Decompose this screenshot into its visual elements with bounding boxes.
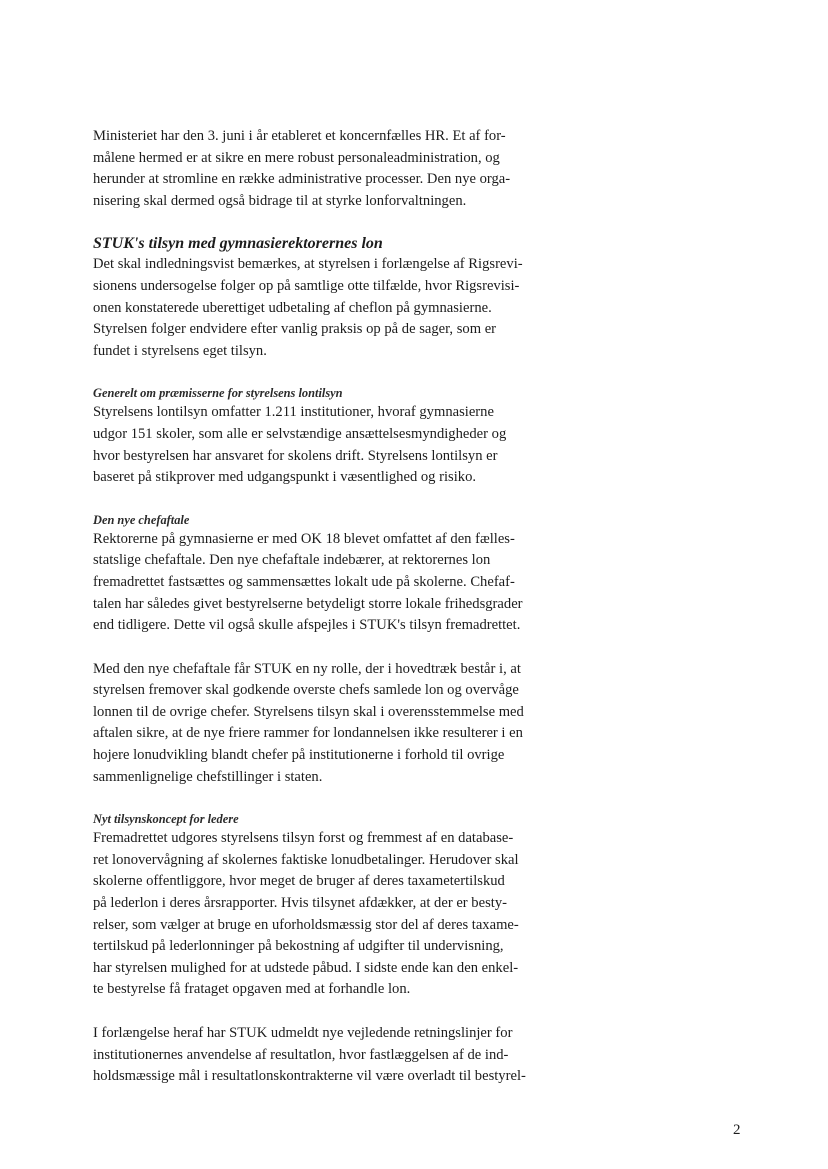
text-line: relser, som vælger at bruge en uforholdsmæssig stor del af deres taxame- bbox=[93, 916, 519, 933]
text-line: tertilskud på lederlonninger på bekostning af udgifter til undervisning, bbox=[93, 938, 504, 955]
text-line: holdsmæssige mål i resultatlonskontrakterne vil være overladt til bestyrel- bbox=[93, 1068, 526, 1085]
spacer bbox=[93, 489, 569, 511]
text-line: på lederlon i deres årsrapporter. Hvis tilsynet afdækker, at der er besty- bbox=[93, 895, 507, 912]
text-line: institutionernes anvendelse af resultatlon, hvor fastlæggelsen af de ind- bbox=[93, 1046, 509, 1063]
text-line: har styrelsen mulighed for at udstede påbud. I sidste ende kan den enkel- bbox=[93, 959, 519, 976]
text-line: statslige chefaftale. Den nye chefaftale indebærer, at rektorernes lon bbox=[93, 552, 491, 569]
text-line: Rektorerne på gymnasierne er med OK 18 blevet omfattet af den fælles- bbox=[93, 530, 515, 547]
text-line: fremadrettet fastsættes og sammensættes lokalt ude på skolerne. Chefaf- bbox=[93, 573, 515, 590]
spacer bbox=[93, 362, 569, 384]
text-line: nisering skal dermed også bidrage til at styrke lonforvaltningen. bbox=[93, 192, 467, 209]
spacer bbox=[93, 788, 569, 810]
page-number: 2 bbox=[733, 1122, 741, 1138]
section-heading-stuk: STUK's tilsyn med gymnasierektorernes lon bbox=[93, 235, 383, 253]
text-line: Styrelsens lontilsyn omfatter 1.211 institutioner, hvoraf gymnasierne bbox=[93, 404, 494, 421]
paragraph-chefaftale bbox=[93, 529, 569, 637]
text-line: Ministeriet har den 3. juni i år etableret et koncernfælles HR. Et af for- bbox=[93, 128, 506, 144]
paragraph-rolle bbox=[93, 659, 569, 789]
paragraph-vejledende bbox=[93, 1023, 569, 1088]
text-line: Med den nye chefaftale får STUK en ny rolle, der i hovedtræk består i, at bbox=[93, 660, 521, 677]
spacer bbox=[93, 212, 569, 234]
text-line: sionens undersogelse folger op på samtlige otte tilfælde, hvor Rigsrevisi- bbox=[93, 277, 520, 294]
paragraph-stuk bbox=[93, 254, 569, 362]
text-line: målene hermed er at sikre en mere robust personaleadministration, og bbox=[93, 149, 500, 166]
spacer bbox=[93, 637, 569, 659]
paragraph-generelt bbox=[93, 402, 569, 488]
text-line: Det skal indledningsvist bemærkes, at styrelsen i forlængelse af Rigsrevi- bbox=[93, 256, 523, 273]
text-line: I forlængelse heraf har STUK udmeldt nye vejledende retningslinjer for bbox=[93, 1025, 513, 1041]
subheading-koncept: Nyt tilsynskoncept for ledere bbox=[93, 812, 239, 827]
text-line: sammenlignelige chefstillinger i staten. bbox=[93, 768, 323, 785]
text-line: onen konstaterede uberettiget udbetaling af cheflon på gymnasierne. bbox=[93, 299, 492, 316]
spacer bbox=[93, 1001, 569, 1023]
text-line: baseret på stikprover med udgangspunkt i væsentlighed og risiko. bbox=[93, 469, 477, 486]
subheading-chefaftale: Den nye chefaftale bbox=[93, 512, 190, 527]
text-line: end tidligere. Dette vil også skulle afspejles i STUK's tilsyn fremadrettet. bbox=[93, 617, 521, 634]
text-line: skolerne offentliggore, hvor meget de bruger af deres taxametertilskud bbox=[93, 873, 505, 890]
text-line: herunder at stromline en række administrative processer. Den nye orga- bbox=[93, 171, 511, 188]
text-line: hvor bestyrelsen har ansvaret for skolens drift. Styrelsens lontilsyn er bbox=[93, 447, 498, 464]
text-line: styrelsen fremover skal godkende overste chefs samlede lon og overvåge bbox=[93, 682, 519, 699]
text-line: te bestyrelse få frataget opgaven med at forhandle lon. bbox=[93, 981, 411, 998]
subheading-generelt: Generelt om præmisserne for styrelsens lontilsyn bbox=[93, 386, 343, 401]
text-line: Styrelsen folger endvidere efter vanlig praksis op på de sager, som er bbox=[93, 321, 497, 338]
text-line: lonnen til de ovrige chefer. Styrelsens tilsyn skal i overensstemmelse med bbox=[93, 703, 524, 720]
text-line: aftalen sikre, at de nye friere rammer for londannelsen ikke resulterer i en bbox=[93, 725, 523, 742]
text-line: ret lonovervågning af skolernes faktiske lonudbetalinger. Herudover skal bbox=[93, 851, 519, 868]
text-line: talen har således givet bestyrelserne betydeligt storre lokale frihedsgrader bbox=[93, 595, 523, 612]
paragraph-koncept bbox=[93, 828, 569, 1001]
text-line: udgor 151 skoler, som alle er selvstændige ansættelsesmyndigheder og bbox=[93, 425, 507, 442]
text-line: fundet i styrelsens eget tilsyn. bbox=[93, 342, 267, 359]
text-line: hojere lonudvikling blandt chefer på institutionerne i forhold til ovrige bbox=[93, 747, 505, 764]
page-content bbox=[93, 126, 569, 1088]
text-line: Fremadrettet udgores styrelsens tilsyn forst og fremmest af en database- bbox=[93, 830, 514, 847]
paragraph-intro bbox=[93, 126, 569, 212]
